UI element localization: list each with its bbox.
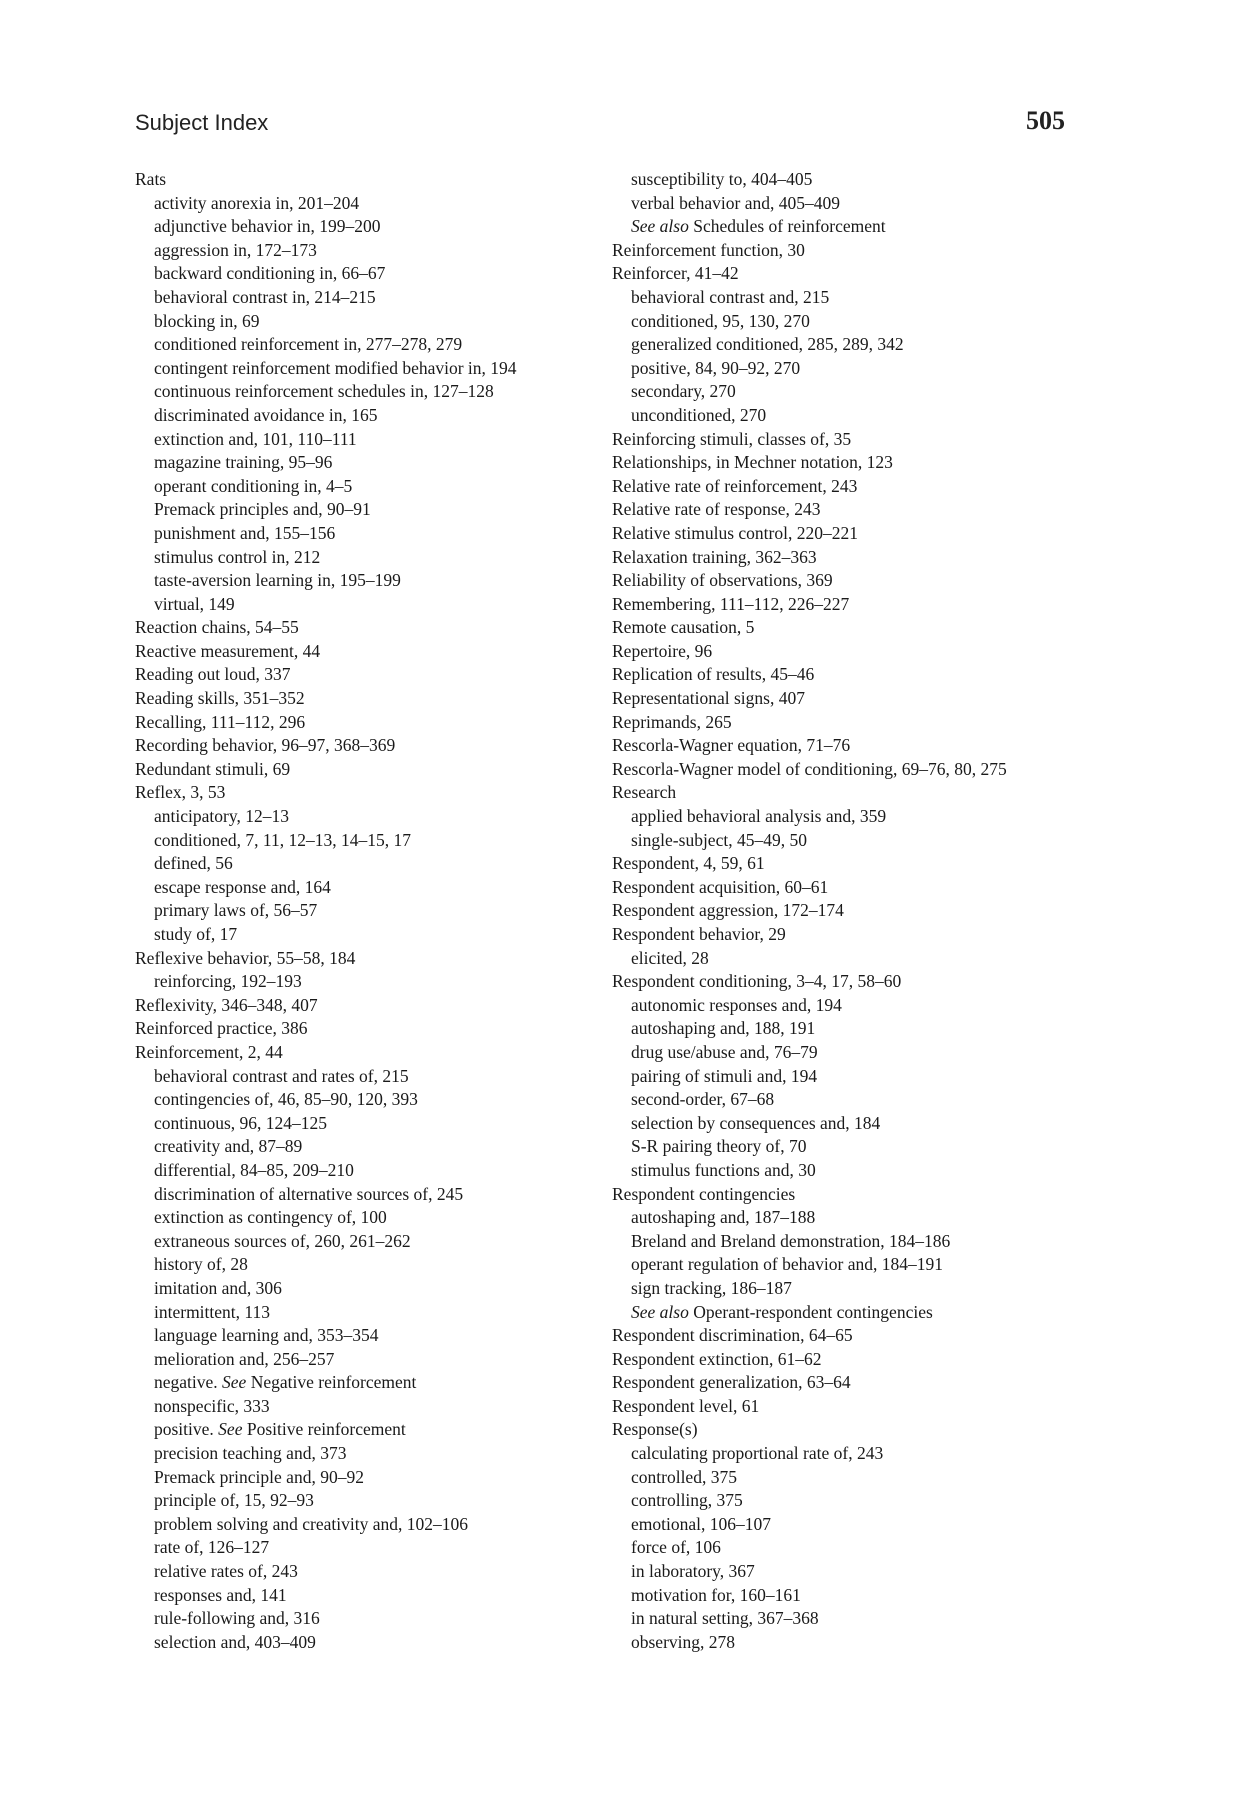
index-entry: Reinforcer, 41–42 [612, 263, 739, 284]
index-subentry: relative rates of, 243 [154, 1561, 298, 1582]
index-subentry: sign tracking, 186–187 [631, 1277, 792, 1298]
index-entry: Reinforcement function, 30 [612, 239, 805, 260]
index-subentry: stimulus control in, 212 [154, 546, 321, 567]
index-subentry: escape response and, 164 [154, 876, 331, 897]
index-subentry: extinction as contingency of, 100 [154, 1207, 387, 1228]
index-subentry: continuous, 96, 124–125 [154, 1112, 328, 1133]
index-subentry: aggression in, 172–173 [154, 239, 317, 260]
index-entry: Remembering, 111–112, 226–227 [612, 593, 850, 614]
index-entry: Reading skills, 351–352 [135, 688, 305, 709]
index-subentry: primary laws of, 56–57 [154, 900, 318, 921]
index-entry: Relaxation training, 362–363 [612, 546, 817, 567]
index-subentry: operant regulation of behavior and, 184–191 [631, 1254, 943, 1275]
index-subentry: observing, 278 [631, 1631, 736, 1652]
index-entry: Reinforcing stimuli, classes of, 35 [612, 428, 852, 449]
index-subentry: conditioned reinforcement in, 277–278, 279 [154, 334, 463, 355]
index-subentry: contingencies of, 46, 85–90, 120, 393 [154, 1089, 418, 1110]
index-entry: Reflexive behavior, 55–58, 184 [135, 947, 356, 968]
index-entry: Respondent discrimination, 64–65 [612, 1325, 853, 1346]
index-entry: Recording behavior, 96–97, 368–369 [135, 735, 396, 756]
index-entry: Rats [135, 169, 167, 189]
index-entry: Reaction chains, 54–55 [135, 617, 299, 638]
index-subentry: See also Operant-respondent contingencies [631, 1301, 933, 1322]
index-subentry: autonomic responses and, 194 [631, 994, 842, 1015]
index-subentry: differential, 84–85, 209–210 [154, 1159, 354, 1180]
index-subentry: study of, 17 [154, 924, 238, 944]
index-entry: Reprimands, 265 [612, 711, 732, 732]
index-entry: Reliability of observations, 369 [612, 570, 833, 591]
index-subentry: positive. See Positive reinforcement [154, 1419, 406, 1440]
index-column-right [612, 168, 1092, 1654]
index-subentry: emotional, 106–107 [631, 1513, 771, 1534]
index-subentry: unconditioned, 270 [631, 404, 767, 425]
index-subentry: adjunctive behavior in, 199–200 [154, 216, 381, 237]
index-entry: Respondent acquisition, 60–61 [612, 876, 829, 897]
index-column-left [135, 168, 605, 1654]
index-subentry: autoshaping and, 188, 191 [631, 1018, 816, 1039]
index-subentry: defined, 56 [154, 853, 233, 874]
index-entry: Replication of results, 45–46 [612, 664, 815, 685]
index-subentry: intermittent, 113 [154, 1301, 270, 1322]
index-entry: Reinforcement, 2, 44 [135, 1041, 283, 1062]
index-entry: Reinforced practice, 386 [135, 1018, 308, 1039]
index-subentry: melioration and, 256–257 [154, 1348, 335, 1369]
index-entry: Reading out loud, 337 [135, 664, 291, 685]
index-subentry: conditioned, 7, 11, 12–13, 14–15, 17 [154, 829, 411, 850]
index-entry: Relationships, in Mechner notation, 123 [612, 452, 893, 473]
index-entry: Reflex, 3, 53 [135, 782, 226, 803]
index-entry: Remote causation, 5 [612, 617, 755, 638]
index-subentry: applied behavioral analysis and, 359 [631, 806, 887, 827]
index-entry: Relative rate of response, 243 [612, 499, 821, 520]
index-subentry: blocking in, 69 [154, 310, 260, 331]
index-subentry: drug use/abuse and, 76–79 [631, 1041, 818, 1062]
index-subentry: activity anorexia in, 201–204 [154, 192, 360, 213]
index-subentry: force of, 106 [631, 1537, 721, 1558]
page-header [135, 104, 1065, 144]
index-entry: Respondent extinction, 61–62 [612, 1348, 822, 1369]
index-subentry: secondary, 270 [631, 381, 736, 402]
index-entry: Relative rate of reinforcement, 243 [612, 475, 858, 496]
index-subentry: rule-following and, 316 [154, 1608, 320, 1629]
index-subentry: second-order, 67–68 [631, 1089, 775, 1110]
index-entry: Recalling, 111–112, 296 [135, 711, 306, 732]
index-entry: Relative stimulus control, 220–221 [612, 522, 858, 543]
index-entry: Reactive measurement, 44 [135, 640, 321, 661]
index-subentry: anticipatory, 12–13 [154, 806, 289, 827]
index-subentry: behavioral contrast and, 215 [631, 286, 830, 307]
index-entry: Respondent contingencies [612, 1183, 796, 1204]
running-header-title: Subject Index [135, 110, 269, 135]
index-subentry: discrimination of alternative sources of, 245 [154, 1183, 464, 1204]
index-subentry: generalized conditioned, 285, 289, 342 [631, 334, 904, 355]
index-subentry: nonspecific, 333 [154, 1395, 270, 1416]
index-entry: Representational signs, 407 [612, 688, 805, 709]
index-subentry: taste-aversion learning in, 195–199 [154, 570, 401, 591]
index-subentry: Premack principle and, 90–92 [154, 1466, 364, 1487]
page-number: 505 [1026, 106, 1065, 135]
index-subentry: behavioral contrast in, 214–215 [154, 286, 376, 307]
index-entry: Respondent behavior, 29 [612, 924, 786, 944]
index-subentry: Premack principles and, 90–91 [154, 499, 371, 520]
index-subentry: principle of, 15, 92–93 [154, 1490, 314, 1511]
index-subentry: susceptibility to, 404–405 [631, 169, 813, 189]
index-entry: Response(s) [612, 1419, 698, 1440]
index-subentry: extraneous sources of, 260, 261–262 [154, 1230, 411, 1251]
index-entry: Respondent, 4, 59, 61 [612, 853, 765, 874]
index-subentry: in laboratory, 367 [631, 1561, 755, 1582]
index-subentry: imitation and, 306 [154, 1277, 282, 1298]
index-subentry: virtual, 149 [154, 593, 235, 614]
index-entry: Respondent conditioning, 3–4, 17, 58–60 [612, 971, 902, 992]
index-entry: Repertoire, 96 [612, 640, 713, 661]
index-subentry: language learning and, 353–354 [154, 1325, 379, 1346]
index-subentry: selection and, 403–409 [154, 1631, 316, 1652]
index-subentry: stimulus functions and, 30 [631, 1159, 816, 1180]
index-entry: Rescorla-Wagner equation, 71–76 [612, 735, 851, 756]
index-subentry: controlled, 375 [631, 1466, 737, 1487]
index-subentry: magazine training, 95–96 [154, 452, 333, 473]
index-subentry: selection by consequences and, 184 [631, 1112, 881, 1133]
index-subentry: behavioral contrast and rates of, 215 [154, 1065, 409, 1086]
index-subentry: discriminated avoidance in, 165 [154, 404, 378, 425]
index-subentry: contingent reinforcement modified behavior in, 194 [154, 357, 517, 378]
index-entry: Reflexivity, 346–348, 407 [135, 994, 318, 1015]
index-subentry: problem solving and creativity and, 102–106 [154, 1513, 468, 1534]
index-entry: Research [612, 782, 677, 803]
index-subentry: reinforcing, 192–193 [154, 971, 302, 992]
index-subentry: creativity and, 87–89 [154, 1136, 303, 1157]
index-subentry: pairing of stimuli and, 194 [631, 1065, 818, 1086]
index-subentry: negative. See Negative reinforcement [154, 1372, 417, 1393]
index-subentry: verbal behavior and, 405–409 [631, 192, 840, 213]
index-subentry: punishment and, 155–156 [154, 522, 336, 543]
index-subentry: history of, 28 [154, 1254, 248, 1275]
index-entry: Respondent generalization, 63–64 [612, 1372, 851, 1393]
index-subentry: S-R pairing theory of, 70 [631, 1136, 807, 1157]
index-entry: Redundant stimuli, 69 [135, 758, 291, 779]
index-subentry: continuous reinforcement schedules in, 127–128 [154, 381, 494, 402]
index-entry: Respondent aggression, 172–174 [612, 900, 844, 921]
index-subentry: See also Schedules of reinforcement [631, 216, 886, 237]
index-entry: Respondent level, 61 [612, 1395, 760, 1416]
index-subentry: rate of, 126–127 [154, 1537, 270, 1558]
index-subentry: single-subject, 45–49, 50 [631, 829, 807, 850]
index-subentry: controlling, 375 [631, 1490, 743, 1511]
index-subentry: in natural setting, 367–368 [631, 1608, 819, 1629]
index-subentry: positive, 84, 90–92, 270 [631, 357, 801, 378]
index-subentry: autoshaping and, 187–188 [631, 1207, 816, 1228]
index-subentry: calculating proportional rate of, 243 [631, 1443, 884, 1464]
index-subentry: operant conditioning in, 4–5 [154, 475, 353, 496]
index-subentry: backward conditioning in, 66–67 [154, 263, 386, 284]
index-subentry: Breland and Breland demonstration, 184–186 [631, 1230, 951, 1251]
index-subentry: extinction and, 101, 110–111 [154, 428, 357, 449]
index-subentry: elicited, 28 [631, 947, 709, 968]
index-subentry: precision teaching and, 373 [154, 1443, 347, 1464]
index-entry: Rescorla-Wagner model of conditioning, 69–76, 80, 275 [612, 758, 1007, 779]
index-subentry: responses and, 141 [154, 1584, 287, 1605]
index-subentry: motivation for, 160–161 [631, 1584, 801, 1605]
index-subentry: conditioned, 95, 130, 270 [631, 310, 810, 331]
